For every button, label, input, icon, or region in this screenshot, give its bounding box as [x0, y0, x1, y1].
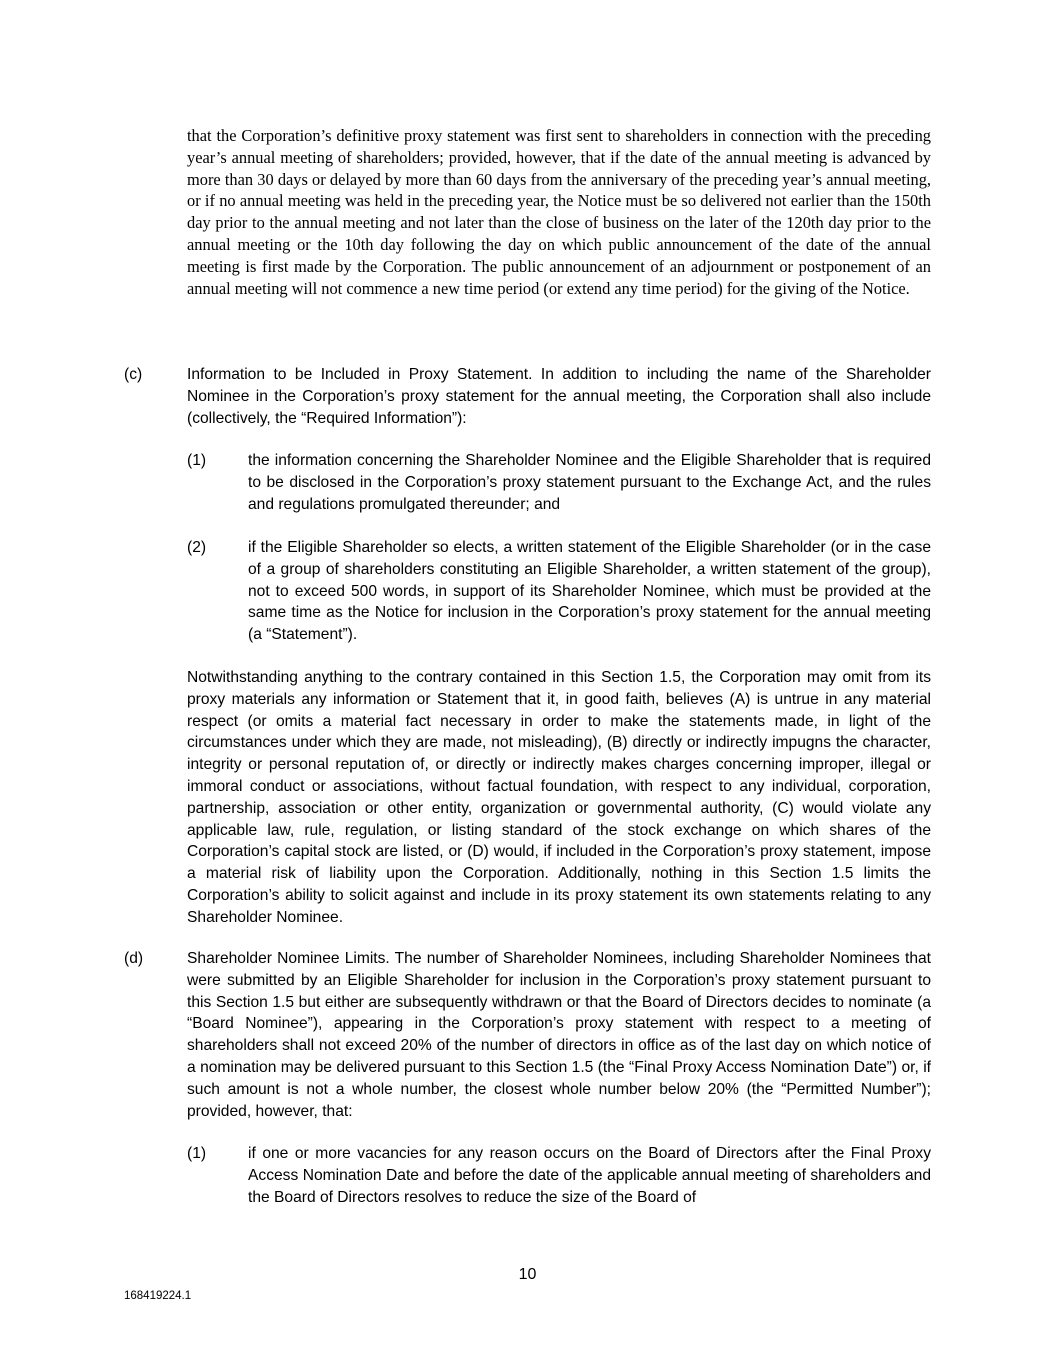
section-c-item-1-label: (1)	[187, 452, 207, 469]
continuation-paragraph: that the Corporation’s definitive proxy statement was first sent to shareholders in connection with the preceding year’s annual meeting of shareholders; provided, however, that if the date of the annual meeting is advanced by more than 30 days or delayed by more than 60 days from the anniversary of the preceding year’s annual meeting, or if no annual meeting was held in the preceding year, the Notice must be so delivered not earlier than the 150th day prior to the annual meeting and not later than the close of business on the later of the 120th day prior to the annual meeting or the 10th day following the day on which public announcement of the date of the annual meeting is first made by the Corporation. The public announcement of an adjournment or postponement of an annual meeting will not commence a new time period (or extend any time period) for the giving of the Notice.	[187, 126, 931, 298]
section-c-item-1-text: the information concerning the Shareholder Nominee and the Eligible Shareholder that is required to be disclosed in the Corporation’s proxy statement pursuant to the Exchange Act, and the rules and regulations promulgated thereunder; and	[248, 452, 931, 513]
section-c-item-2-text: if the Eligible Shareholder so elects, a written statement of the Eligible Shareholder (or in the case of a group of shareholders constituting an Eligible Shareholder, a written statement of the group), not to exceed 500 words, in support of its Shareholder Nominee, which must be provided at the same time as the Notice for inclusion in the Corporation’s proxy statement for the annual meeting (a “Statement”).	[248, 539, 931, 644]
section-d-label: (d)	[124, 950, 144, 967]
page-number: 10	[518, 1266, 537, 1283]
section-d-item-1-text: if one or more vacancies for any reason occurs on the Board of Directors after the Final Proxy Access Nomination Date and before the date of the applicable annual meeting of shareholders and the Board of Directors resolves to reduce the size of the Board of	[248, 1145, 931, 1206]
notwithstanding-paragraph: Notwithstanding anything to the contrary contained in this Section 1.5, the Corporation may omit from its proxy materials any information or Statement that it, in good faith, believes (A) is untrue in any material respect (or omits a material fact necessary in order to make the statements made, in light of the circumstances under which they are made, not misleading), (B) directly or indirectly impugns the character, integrity or personal reputation of, or directly or indirectly makes charges concerning improper, illegal or immoral conduct or associations, without factual foundation, with respect to any individual, corporation, partnership, association or other entity, organization or governmental authority, (C) would violate any applicable law, rule, regulation, or listing standard of the stock exchange on which shares of the Corporation’s capital stock are listed, or (D) would, if included in the Corporation’s proxy statement, impose a material risk of liability upon the Corporation. Additionally, nothing in this Section 1.5 limits the Corporation’s ability to solicit against and include in its proxy statement its own statements relating to any Shareholder Nominee.	[187, 669, 931, 926]
section-c-label: (c)	[124, 366, 143, 383]
section-c-item-2-label: (2)	[187, 539, 207, 556]
section-c-text: Information to be Included in Proxy Statement. In addition to including the name of the Shareholder Nominee in the Corporation’s proxy statement for the annual meeting, the Corporation shall also include (collectively, the “Required Information”):	[187, 366, 931, 427]
section-d-item-1-label: (1)	[187, 1145, 207, 1162]
document-id: 168419224.1	[124, 1290, 192, 1302]
section-d-text: Shareholder Nominee Limits. The number of Shareholder Nominees, including Shareholder Nominees that were submitted by an Eligible Shareholder for inclusion in the Corporation’s proxy statement pursuant to this Section 1.5 but either are subsequently withdrawn or that the Board of Directors decides to nominate (a “Board Nominee”), appearing in the Corporation’s proxy statement with respect to a meeting of shareholders shall not exceed 20% of the number of directors in office as of the last day on which notice of a nomination may be delivered pursuant to this Section 1.5 (the “Final Proxy Access Nomination Date”) or, if such amount is not a whole number, the closest whole number below 20% (the “Permitted Number”); provided, however, that:	[187, 950, 931, 1120]
